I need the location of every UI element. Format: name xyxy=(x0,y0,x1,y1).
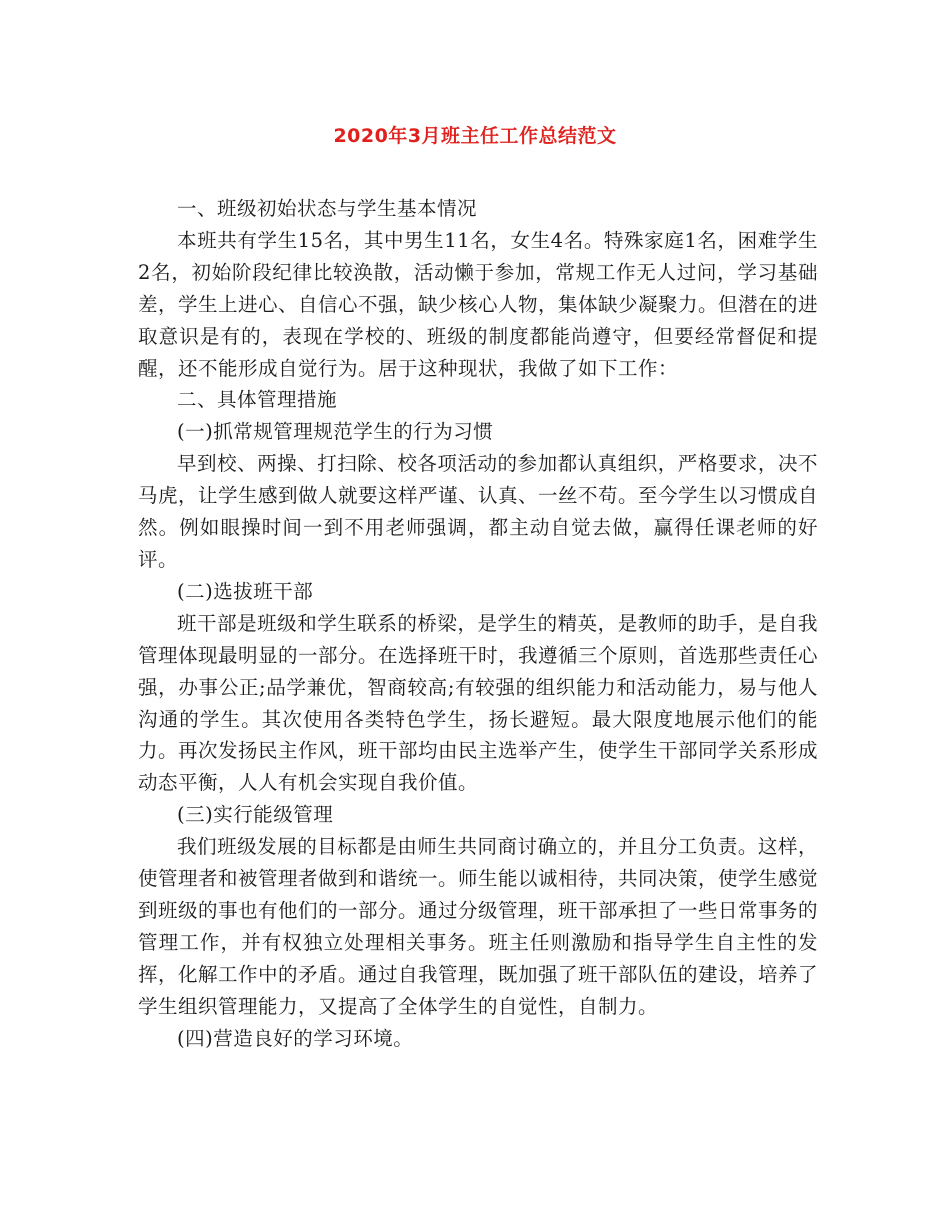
section-heading-1: 一、班级初始状态与学生基本情况 xyxy=(177,197,478,220)
section-heading-2: 二、具体管理措施 xyxy=(177,388,338,412)
subheading-1: (一)抓常规管理规范学生的行为习惯 xyxy=(177,420,494,444)
subheading-3: (三)实行能级管理 xyxy=(177,803,334,827)
paragraph-class-cadres: 班干部是班级和学生联系的桥梁，是学生的精英，是教师的助手，是自我管理体现最明显的一部分。在选择班干时，我遵循三个原则，首选那些责任心强，办事公正;品学兼优，智商较高;有较强的组织能力和活动能力，易与他人沟通的学生。其次使用各类特色学生，扬长避短。最大限度地展示他们的能力。再次发扬民主作风，班干部均由民主选举产生，使学生干部同学关系形成动态平衡，人人有机会实现自我价值。 xyxy=(138,611,819,795)
document-body xyxy=(138,193,818,1054)
paragraph-tiered-management: 我们班级发展的目标都是由师生共同商讨确立的，并且分工负责。这样，使管理者和被管理者做到和谐统一。师生能以诚相待，共同决策，使学生感觉到班级的事也有他们的一部分。通过分级管理，班干部承担了一些日常事务的管理工作，并有权独立处理相关事务。班主任则激励和指导学生自主性的发挥，化解工作中的矛盾。通过自我管理，既加强了班干部队伍的建设，培养了学生组织管理能力，又提高了全体学生的自觉性，自制力。 xyxy=(138,835,819,1018)
subheading-2: (二)选拔班干部 xyxy=(177,579,314,603)
subheading-4: (四)营造良好的学习环境。 xyxy=(177,1026,414,1050)
paragraph-class-overview: 本班共有学生15名，其中男生11名，女生4名。特殊家庭1名，困难学生2名，初始阶段纪律比较涣散，活动懒于参加，常规工作无人过问，学习基础差，学生上进心、自信心不强，缺少核心人物，集体缺少凝聚力。但潜在的进取意识是有的，表现在学校的、班级的制度都能尚遵守，但要经常督促和提醒，还不能形成自觉行为。居于这种现状，我做了如下工作： xyxy=(138,228,819,380)
document-title: 2020年3月班主任工作总结范文 xyxy=(333,125,617,147)
paragraph-routine-management: 早到校、两操、打扫除、校各项活动的参加都认真组织，严格要求，决不马虎，让学生感到做人就要这样严谨、认真、一丝不苟。至今学生以习惯成自然。例如眼操时间一到不用老师强调，都主动自觉去做，赢得任课老师的好评。 xyxy=(138,452,819,571)
